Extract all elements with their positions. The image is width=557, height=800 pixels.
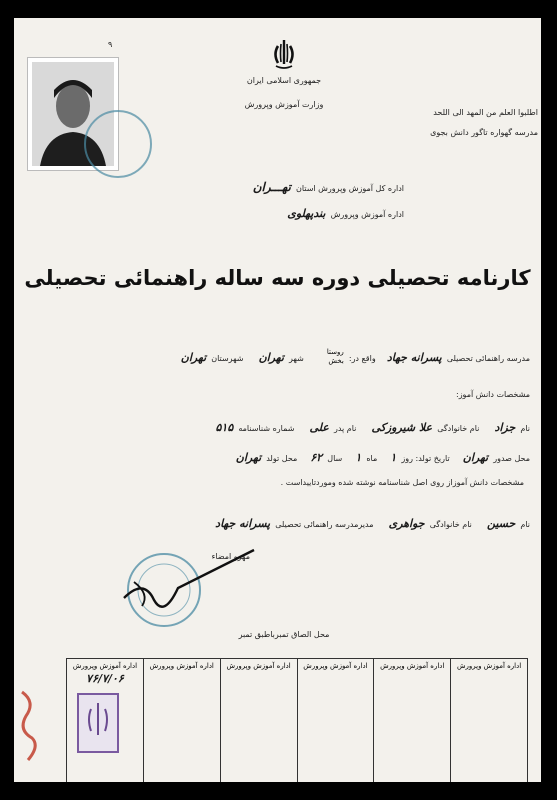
issue-value: تهران — [462, 451, 489, 464]
month-label: ماه — [366, 454, 378, 463]
student-section-label: مشخصات دانش آموز: — [456, 390, 530, 399]
stamp-grid — [66, 658, 528, 782]
general-office-value: تهـــران — [252, 180, 291, 194]
principal-stamp-signature — [104, 538, 274, 638]
principal-name-label: نام — [520, 520, 530, 529]
grid-column: اداره آموزش وپرورش — [450, 659, 527, 782]
birthplace-label: محل تولد — [266, 454, 298, 463]
student-line-2 — [74, 446, 530, 466]
family-value: علا شیروزکی — [371, 421, 433, 434]
report-card-document — [14, 18, 541, 782]
father-value: علی — [309, 421, 329, 434]
grid-column: اداره آموزش وپرورش — [297, 659, 374, 782]
grid-column: اداره آموزش وپرورش — [220, 659, 297, 782]
revenue-stamp-icon — [77, 693, 119, 753]
grid-column: اداره آموزش وپرورش — [373, 659, 450, 782]
located-option-village: روستا — [326, 347, 344, 356]
birth-label: تاریخ تولد: روز — [401, 454, 450, 463]
principal-family-label: نام خانوادگی — [429, 520, 472, 529]
principal-school-value: پسرانه جهاد — [215, 517, 271, 530]
city-label: شهر — [289, 354, 304, 363]
county-label: شهرستان — [211, 354, 244, 363]
id-value: ۵۱۵ — [215, 421, 234, 434]
id-label: شماره شناسنامه — [238, 424, 295, 433]
located-label: واقع در: — [348, 354, 376, 363]
issue-label: محل صدور — [493, 454, 530, 463]
signature-label: مهرو امضاء — [211, 552, 250, 561]
document-title: کارنامه تحصیلی دوره سه ساله راهنمائی تحصیلی — [24, 266, 531, 290]
watermark-logo-icon — [16, 686, 42, 766]
office-value: بندپهلوی — [287, 207, 326, 220]
located-options — [327, 348, 344, 366]
photo-marker: ۹ — [108, 40, 113, 49]
birth-month: ۱ — [355, 451, 362, 464]
birth-year: ۶۲ — [310, 451, 323, 464]
principal-family-value: جواهری — [388, 517, 425, 530]
name-label: نام — [520, 424, 530, 433]
iran-emblem-icon — [269, 38, 299, 70]
photo-stamp — [84, 110, 152, 178]
grid-column: اداره آموزش وپرورش — [143, 659, 220, 782]
principal-role-label: مدیرمدرسه راهنمائی تحصیلی — [275, 520, 374, 529]
general-office-label: اداره کل آموزش وپرورش استان — [295, 184, 404, 193]
birth-day: ۱ — [390, 451, 397, 464]
father-label: نام پدر — [333, 424, 357, 433]
office-line — [204, 202, 404, 224]
country-name: جمهوری اسلامی ایران — [246, 76, 322, 85]
principal-line — [74, 512, 530, 532]
principal-name-value: حسین — [486, 517, 516, 530]
school-value: پسرانه جهاد — [386, 351, 442, 364]
family-label: نام خانوادگی — [437, 424, 480, 433]
located-option-district: بخش — [328, 356, 344, 365]
office-label: اداره آموزش وپرورش — [330, 210, 404, 219]
name-value: جزاد — [494, 421, 516, 434]
school-label: مدرسه راهنمائی تحصیلی — [446, 354, 530, 363]
county-value: تهران — [180, 351, 207, 364]
ministry-name: وزارت آموزش وپرورش — [244, 100, 324, 109]
seal-section-label: محل الصاق تمبرباطبق تمبر — [238, 630, 330, 639]
general-office-line — [204, 176, 404, 198]
grid-column-header: اداره آموزش وپرورش — [72, 662, 138, 670]
student-line-1 — [74, 416, 530, 436]
city-value: تهران — [258, 351, 284, 364]
motto-line-1: اطلبوا العلم من المهد الی اللحد — [433, 108, 538, 117]
school-line — [100, 346, 530, 382]
grid-column — [67, 659, 143, 782]
year-label: سال — [327, 454, 343, 463]
verification-text: مشخصات دانش آموزاز روی اصل شناسنامه نوشته شده وموردتاییداست . — [280, 478, 524, 487]
grid-handwritten-number: ۷۶/۷/۰۶ — [86, 672, 124, 685]
birthplace-value: تهران — [235, 451, 262, 464]
motto-line-2: مدرسه گهواره تاگور دانش بجوی — [430, 128, 538, 137]
